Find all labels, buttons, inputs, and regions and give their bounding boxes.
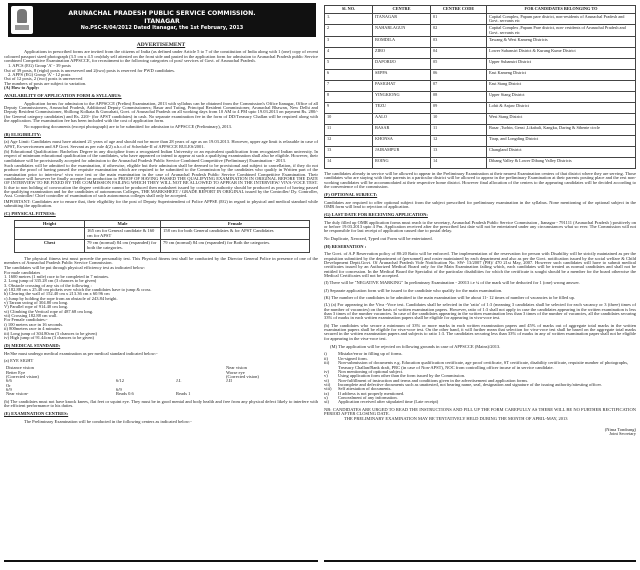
table-cell: Dibang Valley & Lower Dibang Valley Districts [487,157,636,168]
post-line: 2. APPS (EG) Group 'A' - 12 posts [8,72,71,78]
table-cell: West Siang District [487,113,636,124]
list-item: The candidates will be put through physical efficiency test as indicated below: [4,265,145,271]
signatory-name: (Nima Tondrang) [604,426,636,432]
table-cell: 14 [325,157,373,168]
eye-sight-cell: 6/6 [6,378,12,384]
list-number: vi) [324,377,329,383]
table-cell: 7 [325,80,373,91]
negative-marking: (I) There will be "NEGATIVE MARKING" In preliminary Examination - 20013 i.e ¼ of the mark will be deducted for 1 (one) wrong answer. [324,280,580,286]
eye-sight-cell: 6/9 [116,386,122,392]
table-cell: East Siang District [487,80,636,91]
table-cell: 11 [325,124,373,135]
table-cell: 01 [431,14,487,25]
list-item: b) Clearing the wall of 152.40 cm x 213.36 cm x 60.96 cm [4,291,110,297]
list-item: iii) Long jump of 304.80cm (3 chances to be given) [4,330,97,336]
table-row [15,228,310,240]
table-cell: 13 [431,146,487,157]
divider [324,560,636,562]
list-item: vii) Crossing 182.88 cm wall. [4,313,58,319]
table-cell: BASAR [373,124,431,135]
eye-sight-cell: Reads 1 [176,391,191,397]
table-cell: 2 [325,25,373,36]
list-item: v) Tarzan swing of 304.80 cm long. [4,300,69,306]
list-number: ii) [324,355,328,361]
table-cell: 04 [431,47,487,58]
table-row [325,146,636,157]
left-column [4,0,318,566]
viva-voce-b: (b) The candidates who secure a minimum of 33% or more marks in each written examination papers and 45% of marks out of aggregate total marks in the written examination papers shall be eligible for viva-voce test. On the other hand, it will further mean that selection for viva-voce test shall be based on the aggregate total marks secured in the written examination papers and subjects to ratio 1:3. The candidates securing less than 33% of marks in any of written examination paper shall not be eligible for appearing in the viva-voce test. [324,322,636,341]
table-row [325,25,636,36]
list-text: Mistake/error in filling up of forms. [338,351,403,357]
table-row [325,80,636,91]
list-item: vi) Climbing the Vertical rope of 487.68 cm long. [4,308,94,314]
table-cell: AALO [373,113,431,124]
list-text: Self attestation of documents. [338,386,392,392]
list-item: V) Parallel rope of 914.40 cm long. [4,304,68,310]
eye-sight-table [6,366,318,396]
table-row [325,47,636,58]
table-cell: Basar ,Turbin, Gensi ,Likabali, Kangku, Daring & Sibente circle [487,124,636,135]
table-cell: 12 [325,135,373,146]
eligibility-age: (a) Age Limit: Candidates must have attained 21 years of age and should not be more than 28 years of age as on 19.03.2013. However, upper age limit is relaxable in case of APST, Ex-servicemen and AP Govt. Servant as per rule 4(2) a.b.c.d of Schedule-II of APPSCCE RULES/2001. [4,139,318,149]
table-row [325,14,636,25]
list-item: iv) High jump of 91.44cm (3 chances to be given) [4,334,94,340]
eligibility-heading: (B) ELIGIBILITY: [4,131,41,137]
table-cell: 3 [325,36,373,47]
table-header: CENTRE CODE [431,6,487,14]
prelim-date: THE PRELIMINARY EXAMINATION MAY BE TENTATIVELY HELD DURING THE MONTH OF APRIL-MAY, 2013 [344,416,568,422]
eye-sight-cell: Distance vision [6,365,34,371]
list-text: Incomplete and defective documents such as unattested, not bearing name, seal, designation and signature of the issuing authority/attesting officer. [338,381,602,387]
list-text: Application received after stipulated time (Late receipt) [338,399,439,405]
eye-sight-cell: 6/9 [6,386,12,392]
intro-text: Applications in prescribed forms are invited from the citizens of India (as defined under Article 5 to 7 of the constitution of India along with 1 (one) copy of recent coloured passport sized photograph (3.5 cm x 4.5 cm)duly self attested on the front side and pasted in the application form for admission to Arunachal Pradesh public Service combined Competitive Examination APPSCCE, for recruitment to the following categories of post/ services of Govt. of Arunachal Pradesh. [4,49,318,64]
last-date-text: The duly filled up OMR application forms must reach to the secretary, Arunachal Pradesh Public Service Commission , Itanagar - 791111 (Arunachal Pradesh ) positively on or before 19.03.2013 upto 4 Pm. Application received after the prescribed last date will not be entertained under any circumstances what so ever. The Commission will not be responsible for last receipt of application caused due to postal delay. [324,219,636,234]
post-line: 1. APCS (EG) Group 'A' - 39 posts [8,63,71,69]
table-cell: TEZU [373,102,431,113]
table-header: Sl. NO. [325,6,373,14]
table-cell: Capital Complex ,Papum Pare district, non- residents of Arunachal Pradesh and Govt. servants etc [487,25,636,36]
eligibility-important: IMPORTANT: Candidates are to ensure that, their eligibility for the post of Deputy Superintendent of Police APPSE (EG) in regard to physical and medical standard while submitting the application. [4,198,318,208]
physical-fitness-heading: (C) PHYSICAL FITNESS: [4,211,56,217]
table-cell: East Kameng District [487,69,636,80]
table-header: Height [15,220,85,228]
eye-sight-cell: Worse eye [226,369,245,375]
table-row [325,102,636,113]
table-cell: SEPPA [373,69,431,80]
divider [4,560,318,562]
eye-sight-cell: (Corrected vision) [226,373,259,379]
org-city: ITANAGAR [144,18,180,25]
table-cell: 6 [325,69,373,80]
table-cell: 06 [431,69,487,80]
signature-block [324,428,636,437]
table-cell: 03 [431,36,487,47]
list-text: Concealment of any information. [338,394,398,400]
eye-sight-cell: Better Eye [6,369,26,375]
list-item: a) 182.88 cm x 25.40 cm pickets over which the candidates have to jump & cross. [4,287,152,293]
table-cell: DAPORIJO [373,58,431,69]
list-number: v) [324,373,328,379]
page-title: ADVERTISEMENT [136,42,186,48]
list-number: viii) [324,386,332,392]
table-cell: 79 cm (normal) 84 cm (expanded) for Both the categories. [161,240,310,252]
table-cell: 05 [431,58,487,69]
list-number: iii) [324,360,330,366]
eye-sight-cell: Or [6,382,11,388]
table-cell: 4 [325,47,373,58]
eye-sight-cell: Reads 0.6 [116,391,134,397]
table-row [325,124,636,135]
table-cell: 10 [431,113,487,124]
separate-form: (J) Separate application form will be issued to the candidate who qualify for the main examination. [324,287,503,293]
eye-sight-cell: (Corrected vision) [6,373,39,379]
centres-note: The candidates already in service will be allowed to appear in the Preliminary Examination at their nearest Examination centers of that district where they are serving. Those candidates who are staying with their parents in a particular district will be allowed to appear in the preliminary Examination at their parents posting place and the rest non- working candidates will be accommodated at their respective home district. However final allocation of the centers to the appearing candidates will be decided according to the convenience of the commission. [324,170,636,189]
table-cell: ZIRO [373,47,431,58]
table-header: FOR CANDIDATES BELONGING TO [487,6,636,14]
table-cell: JAIRAMPUR [373,146,431,157]
list-text: Un-signed form. [338,355,368,361]
table-header-row [325,6,636,14]
physical-text: The physical fitness test must precede the personality test. This Physical fitness test shall be conducted by the Director General Police in presence of one of the members of Arunachal Pradesh Public Service Commission. [4,255,318,265]
rejection-list [324,352,636,404]
table-cell: 79 cm (normal) 84 cm (expanded) for both the categories. [85,240,161,252]
table-row [325,135,636,146]
table-cell: BOMDILA [373,36,431,47]
list-item: c) Jump by holding the rope from an obstacle of 243.84 height. [4,295,118,301]
main-exam-count: (K) The number of the candidates to be admitted to the main examination will be about 11- 12 times of number of vacancies to be filled up. [324,295,576,301]
table-cell: 158 cm for both General candidates & for APST Candidates [161,228,310,240]
table-cell: 07 [431,80,487,91]
list-item: For male candidates [4,269,41,275]
table-cell: 9 [325,102,373,113]
right-column [324,0,636,566]
list-number: i) [324,351,327,357]
eligibility-education: (b) Educational Qualification: Bachelors Degree in any discipline from a recognized Indian University or an equivalent qualification from recognized Indian university. In respect of minimum educational qualification of the candidates, who have appeared or intend to appear at such a qualifying examination shall also be eligible. However, their candidature will be provisionally accepted for admission to the Arunachal Pradesh Public Service Combined Competitive (Preliminary) Examination - 2013. [4,148,318,163]
list-item: 2. Long jump of 335.28 cm (3 chances to be given) [4,278,97,284]
list-text: If address is not properly mentioned. [338,390,405,396]
table-row [325,36,636,47]
physical-standards-table [14,220,310,253]
table-header: Female [161,220,310,228]
table-row [15,240,310,252]
physical-tests-list [4,266,318,340]
availability-note: No supporting documents (except photograph) are to be submitted for admission to APPSCCE (Preliminary), 2013. [24,123,232,129]
table-cell: Upper Siang District [487,91,636,102]
table-row [325,58,636,69]
post-line: Out of 39 posts, 8 (eight) posts is unreserved and 2(two) posts is reserved for PWD candidates. [4,67,175,73]
table-cell: KHONSA [373,135,431,146]
medical-b: (b) The candidates must not have knock knees, flat feet or squint eye. They must be in good mental and body health and free from any physical defect likely to interfere with the efficient performance to his duties. [4,398,318,408]
posts-list [4,64,318,86]
table-cell: 165 cm for General candidate & 160 cm for APST [85,228,161,240]
table-cell: 02 [431,25,487,36]
eye-sight-cell: 6/12 [116,378,125,384]
optional-text: Candidates are required to offer optional subject from the subject prescribed for preliminary examination in the syllabus. None mentioning of the optional subject in the OMR form will lead to rejection of application. [324,199,636,209]
eye-sight-heading: (a) EYE SIGHT [4,357,34,363]
table-cell: Lower Subansiri District & Kurung Kume District [487,47,636,58]
table-cell: Tirap, and Longding District [487,135,636,146]
list-number: x) [324,394,328,400]
eye-sight-cell: J.I. [176,378,182,384]
table-cell: 5 [325,58,373,69]
table-cell: ITANAGAR [373,14,431,25]
table-cell: 08 [431,91,487,102]
table-cell: 09 [431,102,487,113]
table-header: CENTRE [373,6,431,14]
reservation-heading: (H) RESERVATION : [324,243,367,249]
nb-note: NB: CANDIDATES ARE URGED TO READ THE INSTRUCTIONS AND FILL UP THE FORM CAREFULLY AS THERE WILL BE NO FURTHER RECTIFICATION PERIOD AFTER CLOSING DATE. [324,406,636,416]
exam-centres-text: The Preliminary Examination will be conducted in the following centers as indicated below:- [24,418,192,424]
exam-centres-table [324,5,636,169]
eye-sight-cell [226,392,286,396]
how-to-apply-heading: (A) How to Apply: [4,85,40,91]
table-cell: YINGKIONG [373,91,431,102]
table-row [325,91,636,102]
eye-sight-cell: Near vision- [6,391,29,397]
exam-centres-heading: (E) EXAMINATION CENTRES: [4,411,69,417]
list-text: Non mentioning of optional subject. [338,368,404,374]
list-text: Using application form other than the form issued by the Commission. [338,373,466,379]
table-row [325,157,636,168]
medical-text: He/She must undergo medical examination as per medical standard indicated below:- [4,350,158,356]
list-number: ix) [324,390,329,396]
table-cell: 12 [431,135,487,146]
table-cell: Tawang & West Kameng Districts [487,36,636,47]
list-number: vii) [324,381,331,387]
table-cell: Capital Complex, Papum pare district, non-residents of Arunachal Pradesh and Govt. servants etc [487,14,636,25]
reservation-text: The Govt. of A.P Reservation policy of 80:20 Ratio will be enforced. The implementation of the reservation for person with Disability will be strictly maintained as per the requisition submitted by the department of (personnel) and roster maintained by each department and also as per the Govt. notification issued by the social welfare & Child Development Deptt.Govt. Of Arunachal Pradesh Vide Notification No. SW- 13/2007 (PH)/ 470 21st May, 2007. However such candidates will have to submit medical certificates issued by an Authorized Medical Board only for the Main Examination failing which, each candidates will be treated as normal candidates and shall not be entitled for concession. In the Medical Board the Specialist of the particular disabilities for which the certificate is sought should be a member for the board otherwise the Medical Certificates will not be accepted. [324,251,636,278]
signatory-designation: Joint Secretary [609,430,636,436]
table-cell: 1. [325,14,373,25]
list-text: Non-submission of documents e.g. Education qualification certificate, age proof certificate, ST certificate, disability certificate, requisite number of photographs, Treasury Challan/Bank draft, PRC (in case of Non-APST), NOC from controlling officer incase of in service candidate. [338,360,629,370]
table-cell: 13 [325,146,373,157]
list-item: ii) 800meters race in 4 minutes [4,326,60,332]
post-line: Out of 12 posts, 2 (two) posts is unreserved [4,76,83,82]
list-item: i) 100 meters race in 16 seconds. [4,321,64,327]
table-cell: ROING [373,157,431,168]
table-cell: Chest [15,240,85,252]
eligibility-provisional: Such candidates will be admitted to the examination, if otherwise, eligible but their admission shall be deemed to be provisional and subject to cancellation, if they do not produce the proof of having passed the requisite examination which are required to be submitted to the Commission by the candidates who qualify in Written part of the examination prior to interview/ viva voce test or the main examination in the case of Arunachal Pradesh Public Service Combined Competitive Examination. Their candidature will however be finally accepted on production to PROOF OF HAVING PASSED THE QUALIFYING EXAMINATION IN ORIGINAL BEFORE THE DATE OF INTERVIEW TO BE FIXED BY THE COMMISSION FAILING WHICH THEY WILL NOT BE ALLOWED TO APPEAR IN THE INTERVIEW/ VIVA-VOCE TEST. It due to non holding of convocation the degree certificate cannot be produced then marksheet issued by competent authority should be produced as proof of having passed the qualifying examination and for the candidates of autonomous Colleges, THE MARKSHEET / GRADE REPORT IN ORIGINAL issued by the Controller/ Dy. Controller, Asst. Controller/ Chief controller of examination of such autonomous colleges shall only be accepted. [4,162,318,199]
org-name: ARUNACHAL PRADESH PUBLIC SERVICE COMMISSION. [68,10,256,17]
list-item [324,400,636,404]
list-number: iv) [324,368,329,374]
list-number: xi) [324,399,329,405]
viva-voce-a: (L) (a) For appearing in the Viva -Voce test. Candidates shall be selected in the 'ratio' of 1:3 (meaning 3 candidates shall be selected for each vacancy or 3 (three) times of the number of vacancies) on the basis of written examination papers. However, ratio of 1:3 shall not apply in case the candidates appearing in the written examination is less than 3 times of the number vacancies. In case of the candidates appearing in the written examination less than 3 times of the number of vacancies, all the candidates securing 33% of marks in each written examination papers shall be eligible for appearing in viva-voce test. [324,302,636,321]
table-cell [15,228,85,240]
state-emblem-icon [11,6,33,34]
table-row [325,69,636,80]
table-cell: Lohit & Anjaw District [487,102,636,113]
last-date-heading: (G) LAST DATE FOR RECEIVING APPLICATION: [324,212,428,218]
table-cell: Upper Subansiri District [487,58,636,69]
eye-sight-cell: Near vision [226,365,247,371]
list-text: Non-fulfillment of instruction and terms and conditions given in the advertisement and application forms. [338,377,529,383]
table-cell: Changland District [487,146,636,157]
availability-text: Application forms for admission to the APPSCCE (Prelim) Examination, 2013 with syllabus can be obtained from the Commission's Office Itanagar, Office of all Deputy Commissioners, Arunachal Pradesh, Additional Deputy Commissioners; Basar and Tuting, Principal Resident Commissioner, Arunachal Bhawan, New Delhi and Deputy Resident Commissioner, Shillong Kolkata & Guwahati, Govt. of Arunachal Pradesh on all working days from 10 AM to 4 PM upto 19.03.2013 on payment Rs. 280/- (for General category candidates) and Rs. 220/- (for APST candidates) in cash. No separate examination fee in the form of DD/Treasury Challan will be required along with the application. The examination fee has been included with the cost of application form. [4,100,318,124]
table-cell: PASIGHAT [373,80,431,91]
table-header: Male [85,220,161,228]
list-item: For Female candidates:- [4,317,48,323]
header-banner [8,3,316,37]
last-date-note: No Duplicate, Xeroxed, Typed out Form will be entertained. [324,235,433,241]
optional-heading: (F) OPTIONAL SUBJECT: [324,192,378,198]
table-cell: 11 [431,124,487,135]
table-row [325,113,636,124]
list-item: 3. Obstacle crossing of any six of the following : [4,282,92,288]
availability-heading: AVAILABILITY OF APPLICATION FORM & SYLLABUS: [4,93,122,99]
table-cell: NAHARLAGUN [373,25,431,36]
post-line: The numbers of posts are subject to variation. [4,80,87,86]
eye-sight-cell: J.II [226,378,232,384]
table-cell: 14 [431,157,487,168]
table-cell: 10 [325,113,373,124]
medical-heading: (D) MEDICAL STANDARD: [4,343,61,349]
rejection-heading: (M) The application will be rejected on following grounds in case of APPSCCE (Mains)/2013. [330,344,501,350]
reference-number: No.PSC-R/04/2012 Dated Itanagar, the 1st February, 2013 [80,25,244,31]
table-cell: 8 [325,91,373,102]
list-item: 1. 1600 metres (1 mile) race to be completed in 7 minutes. [4,274,110,280]
